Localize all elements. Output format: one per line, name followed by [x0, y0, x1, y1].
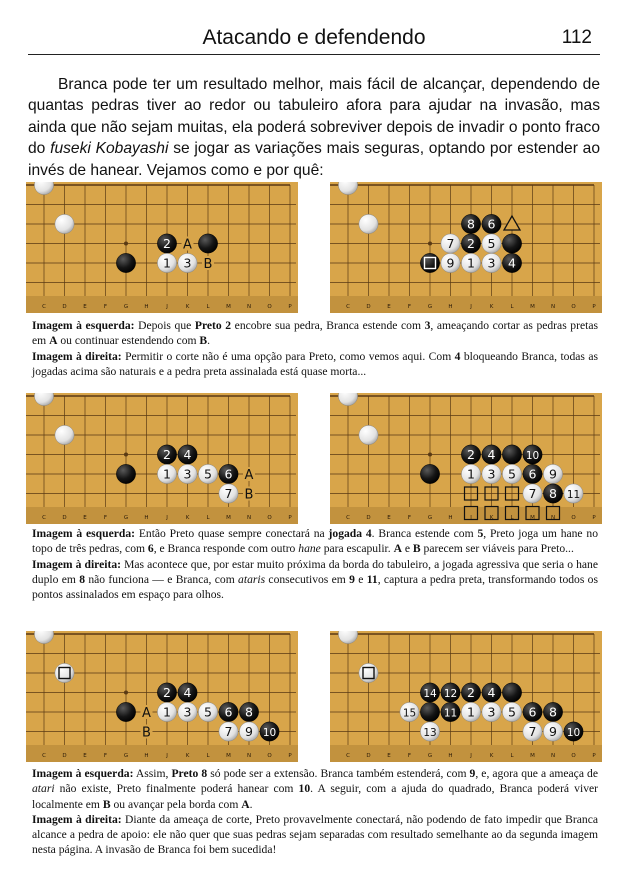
- board-coord-label: J: [470, 304, 472, 310]
- caption-text: . Branca estende com: [371, 527, 478, 540]
- caption-lead: Imagem à direita:: [32, 812, 122, 826]
- caption-lead: Imagem à esquerda:: [32, 767, 134, 780]
- board-coord-label: E: [83, 304, 87, 310]
- board-coord-label: P: [288, 304, 292, 310]
- stone-move-number: 9: [446, 255, 455, 271]
- stone-move-number: 7: [528, 723, 537, 739]
- caption-text: não funciona — e Branca, com: [85, 572, 239, 586]
- board-coord-strip: [26, 507, 298, 524]
- board-coord-label: O: [571, 304, 576, 310]
- go-board-3-right: [330, 631, 602, 762]
- white-stone: [55, 214, 74, 233]
- stone-move-number: 14: [423, 687, 437, 700]
- board-coord-label: F: [103, 753, 108, 759]
- caption-lead: Imagem à esquerda:: [32, 319, 135, 332]
- stone-move-number: 8: [245, 704, 253, 720]
- black-stone: [198, 234, 217, 253]
- stone-move-number: 5: [508, 466, 516, 482]
- board-coord-label: G: [427, 753, 433, 759]
- stone-move-number: 3: [183, 255, 192, 271]
- board-coord-label: M: [226, 304, 231, 310]
- stone-move-number: 8: [549, 704, 557, 720]
- caption-paragraph: [32, 812, 598, 858]
- stone-move-number: 1: [163, 255, 171, 271]
- board-coord-label: C: [346, 304, 350, 310]
- board-coord-label: C: [346, 753, 350, 759]
- board-coord-label: M: [530, 515, 535, 521]
- caption-lead: Imagem à direita:: [32, 349, 122, 363]
- stone-move-number: 7: [224, 485, 233, 501]
- board-coord-strip: [330, 296, 602, 313]
- board-coord-label: K: [185, 304, 190, 310]
- caption-text: . A seguir, com a ajuda do quadrado, Branca poderá viver localmente em: [32, 782, 599, 811]
- black-stone: [116, 253, 135, 272]
- stone-move-number: 11: [443, 707, 458, 720]
- stone-move-number: 2: [163, 446, 171, 462]
- board-coord-label: O: [267, 304, 272, 310]
- board-coord-label: D: [62, 753, 67, 759]
- black-stone: [420, 702, 439, 721]
- stone-move-number: 13: [423, 726, 437, 739]
- board-coord-label: C: [346, 515, 350, 521]
- black-stone: [420, 253, 439, 272]
- board-coord-label: G: [427, 304, 433, 310]
- board-1-right-diagram: [330, 182, 602, 313]
- stone-move-number: 9: [549, 723, 557, 739]
- board-coord-strip: [330, 745, 602, 762]
- go-board-2-right: [330, 393, 602, 524]
- stone-move-number: 10: [262, 726, 277, 739]
- caption-text: 8: [79, 572, 86, 586]
- board-coord-label: K: [185, 515, 190, 521]
- caption-text: , captura a pedra preta, transformando todos os pontos assinalados em espaço para olhos.: [32, 572, 598, 602]
- stone-move-number: 10: [525, 449, 540, 462]
- board-coord-label: O: [571, 515, 576, 521]
- caption-text: e: [401, 542, 413, 556]
- caption-text: ou continuar estendendo com: [57, 334, 200, 348]
- caption-paragraph: [32, 318, 598, 349]
- board-coord-label: O: [267, 515, 272, 521]
- black-stone: [420, 464, 439, 483]
- board-coord-label: N: [550, 753, 556, 759]
- board-1-left-diagram: [26, 182, 298, 313]
- black-stone: [116, 702, 135, 721]
- board-coord-label: L: [206, 753, 210, 759]
- stone-move-number: 5: [487, 235, 496, 251]
- board-coord-label: L: [510, 515, 514, 521]
- stone-move-number: 9: [549, 466, 557, 482]
- star-point: [428, 242, 432, 246]
- white-stone: [55, 425, 74, 444]
- board-3-left-diagram: [26, 631, 298, 762]
- letter-mark: A: [244, 468, 254, 483]
- stone-move-number: 2: [467, 684, 475, 700]
- stone-move-number: 11: [566, 488, 581, 501]
- board-coord-label: L: [206, 304, 210, 310]
- board-coord-label: G: [123, 753, 129, 759]
- intro-text-2: se jogar as variações mais seguras, optando por estender ao invés de hanear. Vejamos como e por quê:: [28, 140, 601, 179]
- caption-text: B: [102, 797, 111, 811]
- stone-move-number: 9: [245, 723, 253, 739]
- go-board-3-left: [26, 631, 298, 762]
- page-number: 112: [561, 27, 592, 48]
- stone-move-number: 8: [549, 485, 557, 501]
- caption-text: Preto 8: [171, 767, 208, 780]
- board-coord-label: E: [387, 753, 391, 759]
- board-coord-label: P: [288, 515, 292, 521]
- board-coord-label: K: [489, 515, 494, 521]
- stone-move-number: 3: [183, 704, 192, 720]
- board-coord-label: J: [166, 753, 168, 759]
- board-coord-label: H: [448, 515, 453, 521]
- caption-text: ataris: [238, 572, 266, 586]
- caption-text: atari: [32, 782, 55, 796]
- intro-text-1: Branca pode ter um resultado melhor, mais fácil de alcançar, dependendo de quantas pedras tiver ao redor ou tabuleiro afora para ajudar na invasão, mas ainda que não sejam muitas, ela poderá sobreviver depois de invadir o ponto fraco do: [28, 76, 600, 158]
- caption-text: jogada 4: [328, 527, 372, 540]
- board-coord-label: L: [206, 515, 210, 521]
- caption-text: não existe, Preto finalmente poderá hanear com: [54, 782, 299, 796]
- page-header: [28, 24, 600, 55]
- board-coord-label: O: [267, 753, 272, 759]
- board-2-left-diagram: [26, 393, 298, 524]
- intro-paragraph: [28, 74, 600, 181]
- caption-text: Mas acontece que, por estar muito próxima da borda do tabuleiro, a jogada agressiva que seria o hane duplo em: [32, 557, 598, 586]
- caption-text: 9: [349, 572, 355, 586]
- stone-move-number: 6: [224, 466, 233, 482]
- stone-move-number: 5: [508, 704, 516, 720]
- stone-move-number: 3: [487, 704, 496, 720]
- black-stone: [502, 445, 521, 464]
- board-coord-label: D: [62, 515, 67, 521]
- caption-lead: Imagem à esquerda:: [32, 527, 135, 540]
- caption-paragraph: [32, 349, 598, 380]
- caption-text: 4: [454, 349, 461, 363]
- caption-text: B: [412, 542, 421, 556]
- board-coord-label: L: [510, 304, 514, 310]
- stone-move-number: 4: [183, 684, 192, 700]
- board-coord-label: H: [144, 515, 149, 521]
- board-coord-label: H: [448, 304, 453, 310]
- board-coord-label: M: [226, 515, 231, 521]
- board-coord-label: C: [42, 304, 46, 310]
- board-coord-label: F: [407, 304, 412, 310]
- caption-text: 3: [424, 319, 431, 332]
- caption-text: , e Branca responde com outro: [153, 542, 299, 556]
- black-stone: [116, 464, 135, 483]
- board-coord-label: N: [246, 515, 252, 521]
- caption-text: 9: [469, 767, 476, 780]
- board-coord-label: N: [246, 753, 252, 759]
- stone-move-number: 2: [467, 235, 475, 251]
- stone-move-number: 5: [204, 704, 212, 720]
- caption-text: A: [241, 797, 250, 811]
- caption-paragraph: [32, 526, 598, 557]
- star-point: [124, 453, 128, 457]
- white-stone: [359, 214, 378, 233]
- white-stone: [359, 425, 378, 444]
- intro-term: fuseki Kobayashi: [50, 140, 169, 158]
- board-coord-label: N: [550, 515, 556, 521]
- stone-move-number: 6: [224, 704, 233, 720]
- caption-text: e: [354, 572, 367, 586]
- caption-text: A: [393, 542, 402, 556]
- caption-text: Assim,: [133, 767, 172, 780]
- board-coord-label: G: [123, 515, 129, 521]
- stone-move-number: 1: [467, 466, 475, 482]
- board-coord-label: C: [42, 515, 46, 521]
- board-coord-label: P: [592, 753, 596, 759]
- board-coord-strip: [330, 507, 602, 524]
- board-coord-strip: [26, 296, 298, 313]
- board-2-right-diagram: [330, 393, 602, 524]
- caption-text: Preto 2: [194, 319, 232, 332]
- board-coord-label: O: [571, 753, 576, 759]
- go-board-1-right: [330, 182, 602, 313]
- letter-mark: B: [142, 725, 151, 741]
- stone-move-number: 8: [467, 216, 475, 232]
- stone-move-number: 1: [163, 466, 171, 482]
- stone-move-number: 7: [224, 723, 233, 739]
- caption-text: encobre sua pedra, Branca estende com: [231, 319, 425, 332]
- caption-text: .: [207, 334, 211, 348]
- caption-text: , e, agora que a ameaça de: [475, 767, 598, 780]
- star-point: [124, 691, 128, 695]
- caption-text: 11: [366, 572, 378, 586]
- board-coord-label: H: [144, 304, 149, 310]
- board-coord-label: J: [166, 515, 168, 521]
- stone-move-number: 4: [508, 255, 516, 271]
- board-coord-label: H: [144, 753, 149, 759]
- stone-move-number: 15: [402, 707, 417, 720]
- go-board-2-left: [26, 393, 298, 524]
- stone-move-number: 12: [443, 687, 458, 700]
- stone-move-number: 4: [183, 446, 192, 462]
- stone-move-number: 6: [528, 704, 537, 720]
- chapter-title: Atacando e defendendo: [202, 26, 426, 49]
- letter-mark: A: [183, 237, 192, 253]
- board-coord-label: F: [103, 515, 108, 521]
- board-coord-label: P: [592, 304, 596, 310]
- caption-text: parecem ser viáveis para Preto...: [420, 542, 574, 556]
- board-coord-label: J: [470, 515, 472, 521]
- board-coord-label: M: [530, 304, 535, 310]
- stone-move-number: 7: [446, 235, 455, 251]
- stone-move-number: 3: [183, 466, 192, 482]
- caption-text: Diante da ameaça de corte, Preto provavelmente conectará, não podendo de fato impedir que Branca alcance a pedra de apoio: ele não quer que suas pedras sejam separadas com resultado semelhante ao da segunda imagem nesta página. A invasão de Branca foi bem sucedida!: [32, 812, 598, 857]
- board-coord-label: M: [530, 753, 535, 759]
- board-coord-strip: [26, 745, 298, 762]
- stone-move-number: 3: [487, 466, 496, 482]
- caption-text: consecutivos em: [265, 572, 350, 586]
- caption-text: Depois que: [134, 319, 195, 332]
- caption-text: ou avançar pela borda com: [110, 797, 242, 811]
- board-coord-label: G: [123, 304, 129, 310]
- board-3-right-diagram: [330, 631, 602, 762]
- board-coord-label: M: [226, 753, 231, 759]
- caption-text: só pode ser a extensão. Branca também estenderá, com: [207, 767, 470, 780]
- board-coord-label: F: [407, 753, 412, 759]
- board-coord-label: K: [185, 753, 190, 759]
- star-point: [124, 242, 128, 246]
- caption-text: Então Preto quase sempre conectará na: [134, 527, 329, 540]
- stone-move-number: 2: [163, 684, 171, 700]
- stone-move-number: 1: [467, 255, 475, 271]
- board-coord-label: D: [62, 304, 67, 310]
- board-coord-label: J: [470, 753, 472, 759]
- caption-text: bloqueando Branca, todas as jogadas acima são naturais e a pedra preta assinalada está quase morta...: [32, 349, 598, 378]
- board-coord-label: P: [288, 753, 292, 759]
- stone-move-number: 7: [528, 485, 537, 501]
- stone-move-number: 2: [163, 235, 171, 251]
- board-coord-label: H: [448, 753, 453, 759]
- stone-move-number: 6: [528, 466, 537, 482]
- caption-text: 5: [477, 527, 484, 540]
- stone-move-number: 3: [487, 255, 496, 271]
- go-board-1-left: [26, 182, 298, 313]
- board-coord-label: J: [166, 304, 168, 310]
- stone-move-number: 1: [163, 704, 171, 720]
- board-coord-label: K: [489, 753, 494, 759]
- letter-mark: B: [203, 257, 213, 272]
- letter-mark: B: [244, 487, 254, 503]
- board-coord-label: E: [387, 515, 391, 521]
- board-coord-label: E: [387, 304, 391, 310]
- board-coord-label: D: [366, 304, 371, 310]
- caption-text: B: [199, 334, 208, 348]
- board-coord-label: P: [592, 515, 596, 521]
- caption-lead: Imagem à direita:: [32, 557, 121, 571]
- caption-paragraph: [32, 557, 598, 603]
- caption-block-2: [32, 526, 598, 602]
- board-coord-label: G: [427, 515, 433, 521]
- star-point: [428, 453, 432, 457]
- stone-move-number: 10: [566, 726, 581, 739]
- stone-move-number: 4: [487, 684, 496, 700]
- stone-move-number: 2: [467, 446, 475, 462]
- caption-text: , ameaçando cortar as pedras pretas em: [32, 319, 598, 348]
- white-stone: [359, 663, 378, 682]
- caption-text: .: [249, 797, 253, 811]
- board-coord-label: N: [246, 304, 252, 310]
- stone-move-number: 4: [487, 446, 496, 462]
- board-coord-label: N: [550, 304, 556, 310]
- board-coord-label: L: [510, 753, 514, 759]
- board-coord-label: E: [83, 753, 87, 759]
- board-coord-label: K: [489, 304, 494, 310]
- stone-move-number: 1: [467, 704, 475, 720]
- board-coord-label: D: [366, 753, 371, 759]
- caption-text: hane: [298, 542, 321, 556]
- board-coord-label: F: [407, 515, 412, 521]
- caption-text: 10: [298, 782, 311, 796]
- letter-mark: A: [142, 706, 151, 721]
- board-coord-label: F: [103, 304, 108, 310]
- board-coord-label: C: [42, 753, 46, 759]
- caption-paragraph: [32, 766, 598, 812]
- caption-text: A: [49, 334, 58, 348]
- caption-text: para escapulir.: [320, 542, 394, 556]
- caption-text: , Preto joga um hane no topo de três pedras, com: [32, 527, 599, 556]
- black-stone: [502, 234, 521, 253]
- caption-text: Permitir o corte não é uma opção para Preto, como vemos aqui. Com: [121, 349, 455, 363]
- board-coord-label: D: [366, 515, 371, 521]
- caption-text: 6: [147, 542, 154, 556]
- caption-block-1: [32, 318, 598, 379]
- stone-move-number: 6: [487, 216, 496, 232]
- black-stone: [502, 683, 521, 702]
- white-stone: [55, 663, 74, 682]
- board-coord-label: E: [83, 515, 87, 521]
- caption-block-3: [32, 766, 598, 858]
- stone-move-number: 5: [204, 466, 212, 482]
